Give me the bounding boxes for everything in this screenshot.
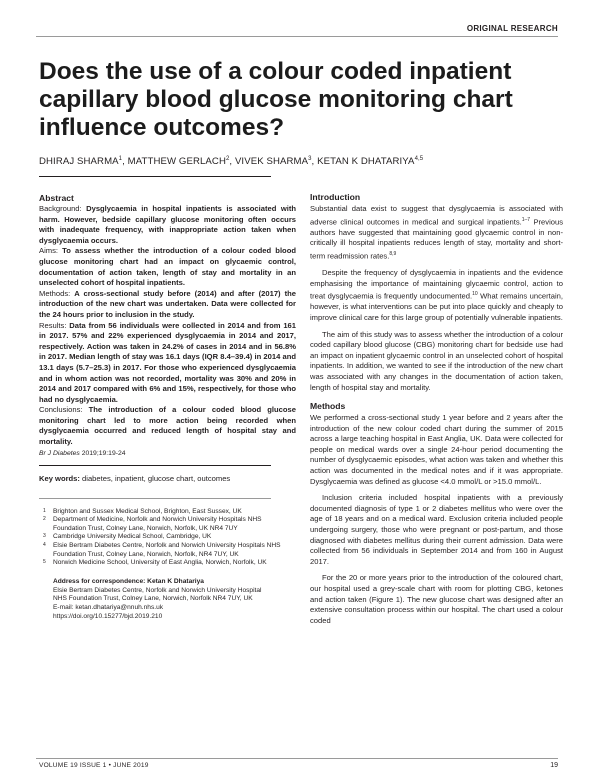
paragraph-text: Substantial data exist to suggest that dysglycaemia is associated with adverse clinical outcomes in medical and surgical inpatients.: [310, 204, 563, 227]
abstract-results-text: Data from 56 individuals were collected in 2014 and from 161 in 2017. 57% and 22% experienced dysglycaemia in 2014 and 2017, respectively. Action was taken in 24.2% of cases in 2014 and in 56.8% in 2017. Median length of stay was 16.1 days (IQR 8.4–39.4) in 2014 and 13.1 days (5.7–25.3) in 2017. For those who experienced dysglycaemia and in whom action was not recorded, mortality was 30% and 20% in 2014 and 2017 compared with 6% and 15%, respectively, for those who had no dysglycaemia.: [39, 320, 296, 404]
abstract-aims: [39, 246, 296, 288]
affiliation-text: Department of Medicine, Norfolk and Norwich University Hospitals NHS Foundation Trust, Colney Lane, Norwich, Norfolk, UK NR4 7UY: [53, 516, 262, 532]
author-separator: ,: [229, 156, 235, 168]
methods-paragraph: For the 20 or more years prior to the introduction of the coloured chart, our hospital used a grey-scale chart with room for plotting CBG, ketones and action taken (Figure 1). The new glucose chart was designed after an extensive consultation process within our hospital. The chart used a colour coded: [310, 573, 563, 625]
author-name: DHIRAJ SHARMA: [39, 156, 119, 168]
affiliation-item: [43, 507, 296, 517]
author-affiliation-mark: 3: [308, 156, 312, 162]
correspondence-heading: [53, 578, 296, 587]
abstract-label: Conclusions:: [39, 405, 89, 415]
citation: [39, 449, 296, 458]
affiliation-number: 4: [43, 542, 46, 549]
author-affiliation-mark: 1: [118, 156, 123, 162]
authors-rule: [39, 176, 271, 177]
affiliation-item: [43, 516, 296, 533]
section-tag: ORIGINAL RESEARCH: [466, 24, 558, 33]
correspondence-email[interactable]: E-mail: ketan.dhatariya@nnuh.nhs.uk: [53, 604, 164, 612]
affiliation-text: Norwich Medicine School, University of East Anglia, Norwich, Norfolk, UK: [53, 559, 267, 567]
affiliation-text: Cambridge University Medical School, Cambridge, UK: [53, 533, 212, 541]
affiliation-number: 1: [43, 507, 46, 514]
author-name: VIVEK SHARMA: [234, 156, 309, 168]
correspondence-address-line: NHS Foundation Trust, Colney Lane, Norwich, Norfolk NR4 7UY, UK: [53, 595, 253, 603]
article-title: Does the use of a colour coded inpatient capillary blood glucose monitoring chart influence outcomes?: [39, 58, 513, 141]
abstract-label: Methods:: [39, 288, 75, 298]
affiliation-item: [43, 559, 296, 568]
page-number: 19: [550, 762, 558, 769]
author-separator: ,: [122, 156, 128, 168]
affiliation-text: Elsie Bertram Diabetes Centre, Norfolk and Norwich University Hospitals NHS Foundation Trust, Colney Lane, Norwich, Norfolk, NR4 7UY, UK: [53, 542, 281, 558]
affiliations-rule: [39, 498, 271, 499]
footer-rule: [36, 758, 558, 759]
abstract-aims-text: To assess whether the introduction of a colour coded blood glucose monitoring chart had an impact on glycaemic control, documentation of action taken, length of stay and mortality in an unselected cohort of hospital inpatients.: [39, 246, 296, 288]
citation-journal: Br J Diabetes: [39, 449, 80, 457]
abstract-label: Aims:: [39, 246, 63, 256]
keywords: [39, 474, 296, 484]
doi-link[interactable]: https://doi.org/10.15277/bjd.2019.210: [53, 613, 163, 620]
author-list: [39, 156, 559, 167]
introduction-heading: Introduction: [310, 192, 361, 202]
affiliation-number: 5: [43, 559, 46, 566]
reference-mark: 8,9: [389, 250, 397, 257]
methods-paragraph: Inclusion criteria included hospital inpatients with a previously documented diagnosis of type 1 or 2 diabetes mellitus who were over the age of 18 years and on a medical ward. Exclusion criteria included people undergoing surgery, those who were pregnant or post-partum, and those diagnosed with diabetes mellitus during their current admission. Data were collected from 56 individuals in September 2014 and from 160 in August 2017.: [310, 493, 563, 566]
abstract-label: Results:: [39, 320, 70, 330]
abstract-methods-text: A cross-sectional study before (2014) and after (2017) the introduction of the new chart was undertaken. Data were collected for the 24 hours prior to inclusion in the study.: [39, 288, 296, 319]
paragraph-text: What remains uncertain, however, is what interventions can be put into place quickly and cheaply to improve clinical care for this large group of potentially vulnerable inpatients.: [310, 291, 563, 322]
abstract-results: [39, 321, 296, 406]
header-rule: [36, 36, 558, 37]
introduction-paragraph: [310, 204, 563, 262]
reference-mark: 1–7: [521, 216, 531, 223]
correspondence-address-line: Elsie Bertram Diabetes Centre, Norfolk and Norwich University Hospital: [53, 586, 262, 594]
abstract-conclusions: [39, 405, 296, 447]
left-column: [39, 193, 296, 622]
correspondence-block: [53, 578, 296, 622]
methods-heading: Methods: [310, 401, 346, 412]
introduction-paragraph: The aim of this study was to assess whether the introduction of a colour coded capillary blood glucose (CBG) monitoring chart for bedside use had an impact on inpatient glycaemic control in an unselected cohort of hospital inpatients. In addition, we wanted to see if the introduction of the new chart was associated with any changes in the documentation of action taken, length of hospital stay and mortality.: [310, 329, 563, 392]
author-affiliation-mark: 4,5: [414, 156, 424, 162]
abstract-background: [39, 204, 296, 246]
abstract-heading: Abstract: [39, 193, 74, 203]
abstract-rule: [39, 465, 271, 466]
affiliation-item: [43, 533, 296, 542]
correspondence-name: Ketan K Dhatariya: [145, 577, 204, 585]
paragraph-text: Despite the frequency of dysglycaemia in inpatients and the evidence emphasising the importance of maintaining glycaemic control, action to treat dysglycaemia is frequently undocumented.: [310, 268, 563, 301]
author-separator: ,: [311, 156, 318, 168]
keywords-text: diabetes, inpatient, glucose chart, outcomes: [79, 473, 231, 483]
affiliation-list: [39, 508, 296, 568]
abstract-background-text: Dysglycaemia in hospital inpatients is associated with harm. However, bedside capillary glucose monitoring often occurs with inadequate frequency, with inappropriate action taken when dysglycaemia occurs.: [39, 204, 297, 245]
affiliation-text: Brighton and Sussex Medical School, Brighton, East Sussex, UK: [53, 507, 242, 515]
author-affiliation-mark: 2: [225, 156, 230, 162]
author-name: MATTHEW GERLACH: [127, 156, 226, 168]
affiliation-number: 2: [43, 516, 46, 523]
abstract-label: Background:: [39, 204, 87, 213]
abstract-conclusions-text: The introduction of a colour coded blood glucose monitoring chart led to more action being recorded when dysglycaemia occurred and reduced length of hospital stay and mortality.: [39, 405, 296, 447]
right-column: [310, 192, 563, 626]
affiliation-number: 3: [43, 533, 46, 540]
affiliation-item: [43, 542, 296, 559]
reference-mark: 10: [472, 291, 478, 298]
methods-paragraph: We performed a cross-sectional study 1 year before and 2 years after the introduction of the new colour coded chart during the summer of 2015 across a large teaching hospital in East Anglia, UK. Data were collected for people on medical wards over a single 24-hour period documenting the number of dysglycaemic episodes, what action was taken and whether this action was documented in the medical notes and if it was appropriate. Dysglycaemia was defined as glucose <4.0 mmol/L or >15.0 mmol/L.: [310, 413, 563, 486]
introduction-paragraph: [310, 268, 563, 324]
issue-info: VOLUME 19 ISSUE 1 • JUNE 2019: [39, 762, 149, 769]
citation-details: 2019;19:19-24: [79, 449, 126, 457]
paragraph-text: Previous authors have suggested that maintaining good glycaemic control in non-critically ill hospital inpatients reduces length of stay, mortality and short-term readmission rates.: [310, 217, 563, 261]
keywords-label: Key words:: [39, 473, 80, 483]
correspondence-label: Address for correspondence:: [53, 577, 146, 585]
author-name: KETAN K DHATARIYA: [317, 156, 415, 168]
abstract-methods: [39, 289, 296, 321]
